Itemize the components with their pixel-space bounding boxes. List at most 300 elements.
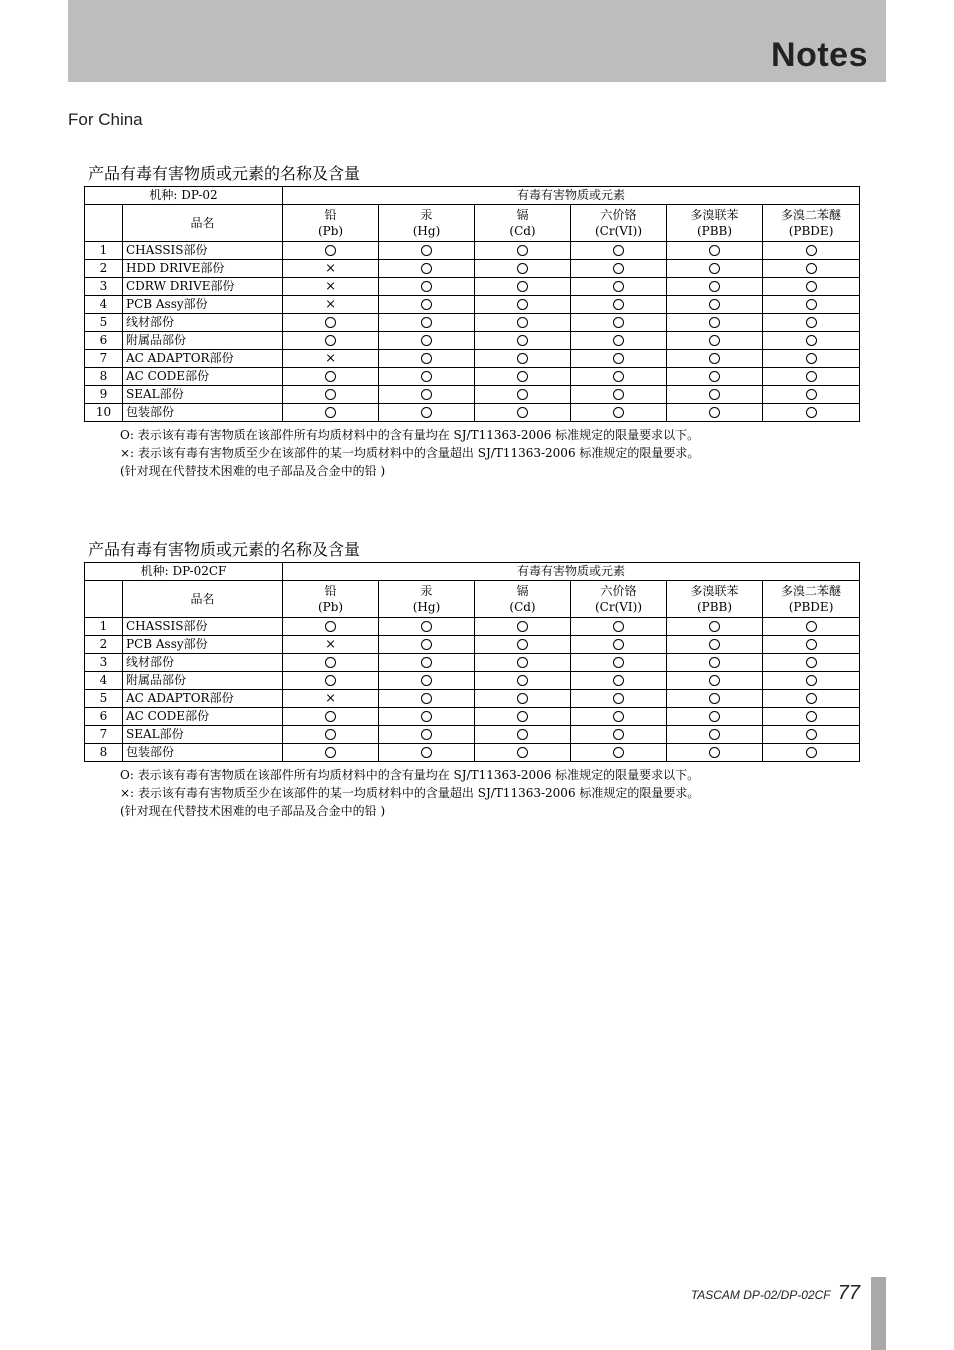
substance-name: 多溴二苯醚 — [781, 584, 842, 598]
compliance-cell — [667, 654, 763, 672]
compliant-circle-icon — [613, 371, 624, 382]
row-number: 7 — [85, 726, 123, 744]
substance-name: 铅 — [324, 584, 337, 598]
region-label: For China — [68, 110, 143, 129]
row-number: 9 — [85, 386, 123, 404]
compliant-circle-icon — [421, 711, 432, 722]
compliance-cell — [571, 690, 667, 708]
row-number: 3 — [85, 278, 123, 296]
compliant-circle-icon — [325, 245, 336, 256]
page-title: Notes — [771, 36, 868, 74]
compliant-circle-icon — [709, 693, 720, 704]
substance-symbol: (PBDE) — [788, 600, 834, 614]
compliant-circle-icon — [709, 245, 720, 256]
compliant-circle-icon — [613, 729, 624, 740]
compliant-circle-icon — [806, 657, 817, 668]
substance-header: 有毒有害物质或元素 — [283, 563, 860, 581]
part-name: 线材部份 — [123, 314, 283, 332]
compliant-circle-icon — [613, 353, 624, 364]
compliant-circle-icon — [613, 693, 624, 704]
substance-symbol: (Pb) — [317, 600, 344, 614]
substance-name: 多溴联苯 — [690, 584, 739, 598]
table-row — [85, 744, 860, 762]
substance-column-header — [283, 581, 379, 618]
compliant-circle-icon — [517, 317, 528, 328]
compliance-cell — [667, 260, 763, 278]
compliance-cell — [475, 708, 571, 726]
part-name: CHASSIS部份 — [123, 242, 283, 260]
compliance-cell — [763, 636, 860, 654]
compliant-circle-icon — [517, 621, 528, 632]
compliant-circle-icon — [325, 657, 336, 668]
substance-header: 有毒有害物质或元素 — [283, 187, 860, 205]
compliant-circle-icon — [806, 281, 817, 292]
part-name: AC CODE部份 — [123, 368, 283, 386]
compliant-circle-icon — [517, 263, 528, 274]
compliance-cell — [283, 260, 379, 278]
compliance-cell — [571, 386, 667, 404]
compliant-circle-icon — [709, 675, 720, 686]
note-line: O: 表示该有毒有害物质在该部件所有均质材料中的含有量均在 SJ/T11363-2006 标准规定的限量要求以下。 — [120, 428, 700, 442]
compliant-circle-icon — [421, 621, 432, 632]
compliance-cell — [475, 296, 571, 314]
compliance-cell — [283, 726, 379, 744]
compliance-cell — [571, 242, 667, 260]
table-row — [85, 708, 860, 726]
compliant-circle-icon — [613, 299, 624, 310]
compliance-cell — [571, 654, 667, 672]
compliance-cell — [571, 744, 667, 762]
header-row — [85, 581, 860, 618]
compliance-cell — [283, 296, 379, 314]
compliance-cell — [571, 278, 667, 296]
compliant-circle-icon — [517, 299, 528, 310]
compliant-circle-icon — [613, 621, 624, 632]
compliance-cell — [475, 242, 571, 260]
compliant-circle-icon — [806, 335, 817, 346]
compliant-circle-icon — [517, 335, 528, 346]
table-notes — [120, 426, 859, 480]
compliance-cell — [763, 708, 860, 726]
part-name: CDRW DRIVE部份 — [123, 278, 283, 296]
part-name: SEAL部份 — [123, 386, 283, 404]
compliance-cell — [475, 260, 571, 278]
compliance-cell — [763, 404, 860, 422]
compliance-cell — [379, 242, 475, 260]
compliance-cell — [283, 332, 379, 350]
table-row — [85, 278, 860, 296]
part-name: 附属品部份 — [123, 332, 283, 350]
header-row — [85, 563, 860, 581]
compliance-cell — [763, 618, 860, 636]
compliance-cell — [379, 296, 475, 314]
compliance-cell — [571, 708, 667, 726]
substance-column-header — [667, 205, 763, 242]
compliance-cell — [667, 332, 763, 350]
compliant-circle-icon — [517, 747, 528, 758]
compliant-circle-icon — [613, 639, 624, 650]
compliant-circle-icon — [709, 711, 720, 722]
substance-name: 多溴二苯醚 — [781, 208, 842, 222]
compliant-circle-icon — [806, 675, 817, 686]
compliance-cell — [763, 744, 860, 762]
note-line: ×: 表示该有毒有害物质至少在该部件的某一均质材料中的含量超出 SJ/T11363-2006 标准规定的限量要求。 — [120, 786, 700, 800]
compliance-cell — [763, 386, 860, 404]
compliant-circle-icon — [709, 371, 720, 382]
compliant-circle-icon — [806, 621, 817, 632]
compliant-circle-icon — [517, 371, 528, 382]
compliance-cell — [283, 368, 379, 386]
header-row — [85, 205, 860, 242]
row-number: 10 — [85, 404, 123, 422]
row-number: 1 — [85, 242, 123, 260]
row-number: 5 — [85, 314, 123, 332]
substance-symbol: (Cd) — [509, 224, 536, 238]
compliance-cell — [763, 690, 860, 708]
side-bar — [871, 1277, 886, 1350]
row-number: 8 — [85, 368, 123, 386]
compliance-cell — [667, 314, 763, 332]
table-row — [85, 636, 860, 654]
compliant-circle-icon — [709, 317, 720, 328]
compliance-cell — [475, 404, 571, 422]
compliant-circle-icon — [806, 263, 817, 274]
compliant-circle-icon — [806, 371, 817, 382]
compliance-cell — [283, 314, 379, 332]
substance-name: 六价铬 — [600, 208, 637, 222]
substance-symbol: (Cd) — [509, 600, 536, 614]
compliance-cell — [283, 404, 379, 422]
compliant-circle-icon — [806, 317, 817, 328]
compliance-cell — [763, 260, 860, 278]
compliance-cell — [379, 726, 475, 744]
compliance-cell — [571, 618, 667, 636]
part-name: AC ADAPTOR部份 — [123, 690, 283, 708]
compliant-circle-icon — [709, 407, 720, 418]
compliance-cell — [475, 278, 571, 296]
compliant-circle-icon — [806, 693, 817, 704]
compliance-cell — [571, 332, 667, 350]
compliant-circle-icon — [421, 335, 432, 346]
compliant-circle-icon — [421, 729, 432, 740]
compliant-circle-icon — [806, 245, 817, 256]
header-row — [85, 187, 860, 205]
compliant-circle-icon — [325, 335, 336, 346]
substance-symbol: (Cr(VI)) — [594, 224, 643, 238]
compliance-cell — [379, 260, 475, 278]
table-title: 产品有毒有害物质或元素的名称及含量 — [88, 540, 361, 559]
compliant-circle-icon — [325, 747, 336, 758]
compliance-cell — [475, 690, 571, 708]
compliant-circle-icon — [613, 245, 624, 256]
compliant-circle-icon — [613, 317, 624, 328]
compliant-circle-icon — [517, 389, 528, 400]
compliant-circle-icon — [517, 353, 528, 364]
compliance-cell — [571, 350, 667, 368]
part-name: 附属品部份 — [123, 672, 283, 690]
compliance-cell — [763, 726, 860, 744]
note-line: (针对现在代替技术困难的电子部品及合金中的铅 ) — [120, 804, 386, 818]
compliant-circle-icon — [709, 621, 720, 632]
table-row — [85, 654, 860, 672]
part-header: 品名 — [123, 581, 283, 618]
compliant-circle-icon — [613, 657, 624, 668]
compliant-circle-icon — [421, 299, 432, 310]
table-row — [85, 726, 860, 744]
substance-symbol: (Hg) — [412, 224, 441, 238]
compliance-cell — [667, 368, 763, 386]
table-row — [85, 404, 860, 422]
compliance-cell — [475, 314, 571, 332]
compliance-cell — [379, 618, 475, 636]
compliance-cell — [379, 672, 475, 690]
table-row — [85, 332, 860, 350]
compliance-cell — [379, 386, 475, 404]
compliant-circle-icon — [421, 693, 432, 704]
compliance-cell — [571, 636, 667, 654]
substance-name: 镉 — [516, 208, 529, 222]
part-name: 包装部份 — [123, 404, 283, 422]
compliant-circle-icon — [421, 245, 432, 256]
compliant-circle-icon — [421, 281, 432, 292]
compliance-cell — [763, 368, 860, 386]
row-number: 2 — [85, 260, 123, 278]
compliance-cell — [571, 296, 667, 314]
compliant-circle-icon — [806, 729, 817, 740]
compliance-cell — [763, 296, 860, 314]
compliance-cell — [379, 690, 475, 708]
exceeds-cross-icon: × — [325, 261, 336, 276]
compliant-circle-icon — [325, 389, 336, 400]
compliant-circle-icon — [613, 281, 624, 292]
table-title: 产品有毒有害物质或元素的名称及含量 — [88, 164, 361, 183]
part-name: 线材部份 — [123, 654, 283, 672]
row-number: 8 — [85, 744, 123, 762]
compliant-circle-icon — [517, 711, 528, 722]
row-number: 7 — [85, 350, 123, 368]
compliance-cell — [475, 654, 571, 672]
compliant-circle-icon — [325, 371, 336, 382]
compliant-circle-icon — [709, 353, 720, 364]
model-label: 机种: DP-02CF — [85, 563, 283, 581]
compliant-circle-icon — [325, 621, 336, 632]
substance-column-header — [763, 205, 860, 242]
substance-name: 六价铬 — [600, 584, 637, 598]
compliant-circle-icon — [421, 389, 432, 400]
compliance-cell — [379, 636, 475, 654]
compliance-cell — [763, 332, 860, 350]
part-name: AC CODE部份 — [123, 708, 283, 726]
compliance-cell — [379, 708, 475, 726]
compliance-cell — [475, 332, 571, 350]
compliance-cell — [475, 636, 571, 654]
compliance-cell — [571, 404, 667, 422]
compliant-circle-icon — [325, 317, 336, 328]
compliant-circle-icon — [421, 371, 432, 382]
compliant-circle-icon — [421, 675, 432, 686]
part-name: HDD DRIVE部份 — [123, 260, 283, 278]
compliant-circle-icon — [806, 389, 817, 400]
table-row — [85, 350, 860, 368]
compliance-cell — [667, 618, 763, 636]
compliance-cell — [475, 386, 571, 404]
compliance-cell — [379, 654, 475, 672]
table-row — [85, 386, 860, 404]
compliance-cell — [379, 744, 475, 762]
substance-column-header — [475, 205, 571, 242]
compliant-circle-icon — [517, 281, 528, 292]
part-name: PCB Assy部份 — [123, 296, 283, 314]
compliant-circle-icon — [517, 245, 528, 256]
compliance-cell — [667, 350, 763, 368]
compliant-circle-icon — [806, 299, 817, 310]
substance-name: 镉 — [516, 584, 529, 598]
compliance-cell — [283, 386, 379, 404]
blank-cell — [85, 205, 123, 242]
compliance-cell — [763, 350, 860, 368]
compliant-circle-icon — [709, 747, 720, 758]
compliance-cell — [763, 314, 860, 332]
compliant-circle-icon — [517, 675, 528, 686]
row-number: 5 — [85, 690, 123, 708]
compliance-cell — [667, 404, 763, 422]
note-line: (针对现在代替技术困难的电子部品及合金中的铅 ) — [120, 464, 386, 478]
compliant-circle-icon — [325, 729, 336, 740]
compliance-cell — [667, 726, 763, 744]
compliant-circle-icon — [709, 299, 720, 310]
substance-column-header — [475, 581, 571, 618]
substance-symbol: (Hg) — [412, 600, 441, 614]
compliance-cell — [283, 744, 379, 762]
footer — [691, 1282, 860, 1305]
compliant-circle-icon — [709, 335, 720, 346]
table-row — [85, 690, 860, 708]
exceeds-cross-icon: × — [325, 637, 336, 652]
compliant-circle-icon — [517, 729, 528, 740]
compliant-circle-icon — [517, 407, 528, 418]
compliance-cell — [475, 744, 571, 762]
compliant-circle-icon — [806, 353, 817, 364]
compliance-cell — [379, 314, 475, 332]
compliant-circle-icon — [709, 389, 720, 400]
substance-column-header — [283, 205, 379, 242]
compliant-circle-icon — [421, 747, 432, 758]
compliant-circle-icon — [806, 407, 817, 418]
compliant-circle-icon — [806, 747, 817, 758]
substance-name: 汞 — [420, 584, 433, 598]
compliant-circle-icon — [517, 639, 528, 650]
compliant-circle-icon — [709, 657, 720, 668]
compliant-circle-icon — [421, 639, 432, 650]
compliance-cell — [667, 242, 763, 260]
compliant-circle-icon — [613, 747, 624, 758]
compliant-circle-icon — [709, 263, 720, 274]
header-band — [68, 0, 886, 82]
compliance-cell — [667, 708, 763, 726]
part-name: 包装部份 — [123, 744, 283, 762]
substance-column-header — [763, 581, 860, 618]
part-header: 品名 — [123, 205, 283, 242]
part-name: PCB Assy部份 — [123, 636, 283, 654]
substance-column-header — [379, 581, 475, 618]
compliance-cell — [763, 654, 860, 672]
compliance-cell — [283, 636, 379, 654]
compliance-cell — [667, 672, 763, 690]
exceeds-cross-icon: × — [325, 279, 336, 294]
compliance-cell — [667, 386, 763, 404]
table-notes — [120, 766, 859, 820]
compliant-circle-icon — [613, 407, 624, 418]
row-number: 4 — [85, 296, 123, 314]
compliance-cell — [475, 726, 571, 744]
compliant-circle-icon — [421, 657, 432, 668]
compliant-circle-icon — [325, 675, 336, 686]
compliant-circle-icon — [709, 281, 720, 292]
row-number: 1 — [85, 618, 123, 636]
compliance-cell — [283, 654, 379, 672]
compliant-circle-icon — [325, 711, 336, 722]
compliant-circle-icon — [517, 657, 528, 668]
footer-product: TASCAM DP-02/DP-02CF — [690, 1288, 831, 1302]
compliance-cell — [475, 672, 571, 690]
compliant-circle-icon — [517, 693, 528, 704]
compliance-cell — [763, 278, 860, 296]
compliance-cell — [379, 404, 475, 422]
compliance-cell — [667, 278, 763, 296]
rohs-table — [84, 186, 860, 422]
compliance-cell — [667, 636, 763, 654]
table-row — [85, 672, 860, 690]
substance-column-header — [571, 581, 667, 618]
rohs-section-dp02cf — [84, 538, 859, 820]
compliant-circle-icon — [421, 317, 432, 328]
page-number: 77 — [837, 1282, 860, 1304]
note-line: ×: 表示该有毒有害物质至少在该部件的某一均质材料中的含量超出 SJ/T11363-2006 标准规定的限量要求。 — [120, 446, 700, 460]
substance-name: 铅 — [324, 208, 337, 222]
substance-column-header — [667, 581, 763, 618]
compliance-cell — [475, 618, 571, 636]
compliance-cell — [667, 744, 763, 762]
compliant-circle-icon — [613, 711, 624, 722]
substance-symbol: (PBB) — [696, 224, 733, 238]
compliance-cell — [571, 260, 667, 278]
row-number: 4 — [85, 672, 123, 690]
exceeds-cross-icon: × — [325, 297, 336, 312]
compliance-cell — [283, 690, 379, 708]
compliance-cell — [283, 672, 379, 690]
exceeds-cross-icon: × — [325, 351, 336, 366]
table-row — [85, 368, 860, 386]
compliant-circle-icon — [421, 353, 432, 364]
table-row — [85, 314, 860, 332]
exceeds-cross-icon: × — [325, 691, 336, 706]
compliance-cell — [379, 350, 475, 368]
compliant-circle-icon — [421, 407, 432, 418]
compliance-cell — [571, 672, 667, 690]
compliant-circle-icon — [709, 729, 720, 740]
compliance-cell — [283, 618, 379, 636]
compliant-circle-icon — [806, 711, 817, 722]
rohs-section-dp02 — [84, 162, 859, 480]
substance-name: 多溴联苯 — [690, 208, 739, 222]
substance-symbol: (PBB) — [696, 600, 733, 614]
compliant-circle-icon — [421, 263, 432, 274]
note-line: O: 表示该有毒有害物质在该部件所有均质材料中的含有量均在 SJ/T11363-2006 标准规定的限量要求以下。 — [120, 768, 700, 782]
compliance-cell — [379, 278, 475, 296]
substance-name: 汞 — [420, 208, 433, 222]
compliant-circle-icon — [613, 675, 624, 686]
table-row — [85, 242, 860, 260]
